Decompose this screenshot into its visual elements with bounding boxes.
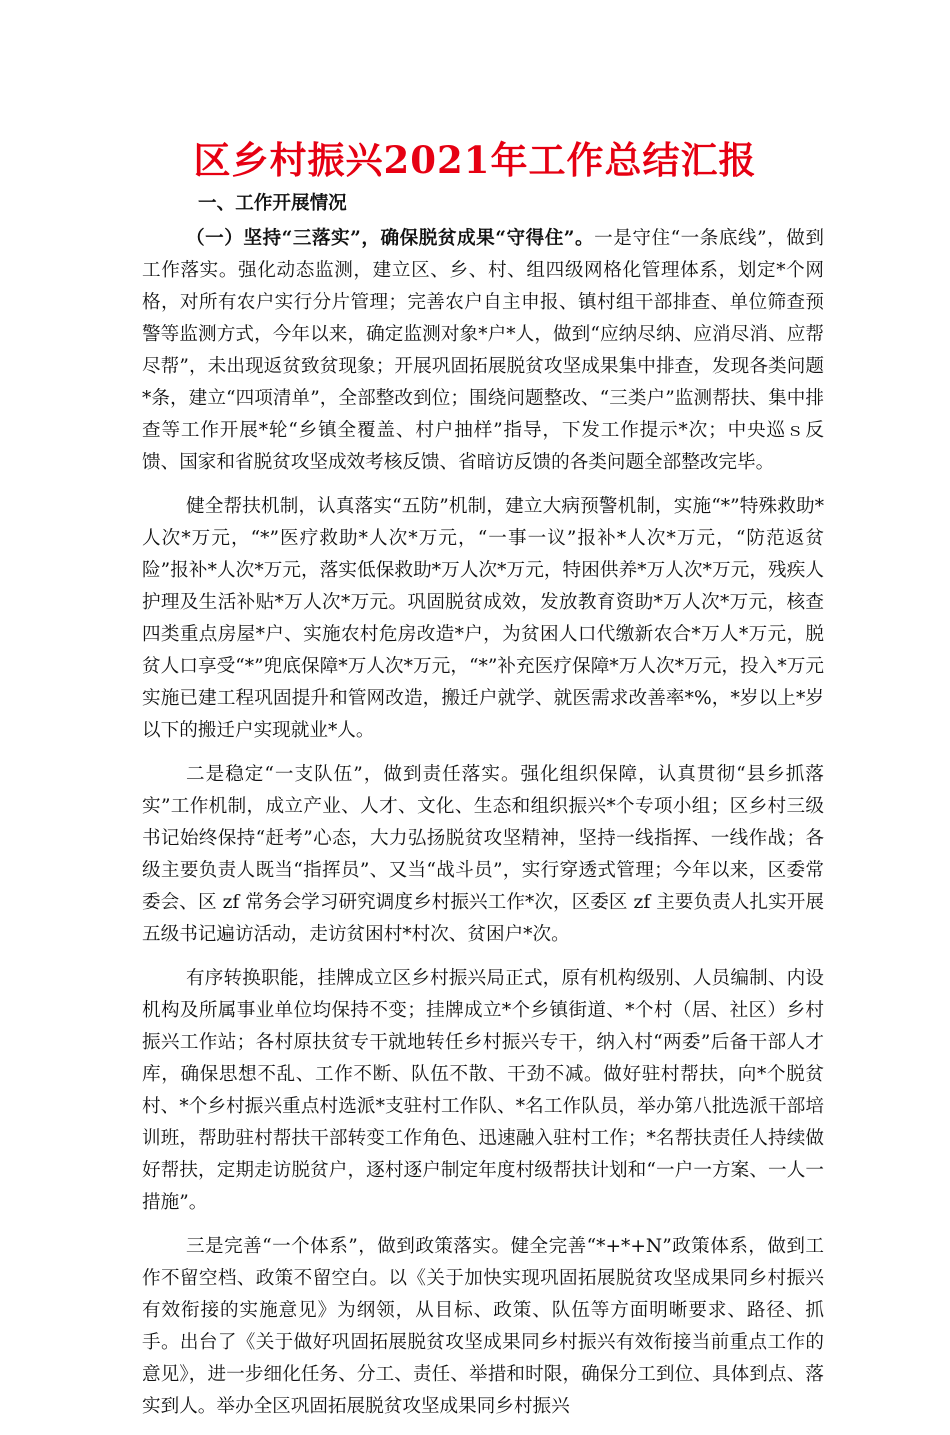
paragraph-2: 健全帮扶机制，认真落实“五防”机制，建立大病预警机制，实施“*”特殊救助*人次*万元，“*”医疗救助*人次*万元，“一事一议”报补*人次*万元，“防范返贫险”报补*人次*万元，落实低保救助*万人次*万元，特困供养*万人次*万元，残疾人护理及生活补贴*万人次*万元。巩固脱贫成效，发放教育资助*万人次*万元，核查四类重点房屋*户、实施农村危房改造*户，为贫困人口代缴新农合*万人*万元，脱贫人口享受“*”兜底保障*万人次*万元，“*”补充医疗保障*万人次*万元，投入*万元实施已建工程巩固提升和管网改造，搬迁户就学、就医需求改善率*%，*岁以上*岁以下的搬迁户实现就业*人。 <box>142 496 824 741</box>
section-heading: 一、工作开展情况 <box>198 193 347 214</box>
paragraph-3: 二是稳定“一支队伍”，做到责任落实。强化组织保障，认真贯彻“县乡抓落实”工作机制，成立产业、人才、文化、生态和组织振兴*个专项小组；区乡村三级书记始终保持“赶考”心态，大力弘扬脱贫攻坚精神，坚持一线指挥、一线作战；各级主要负责人既当“指挥员”、又当“战斗员”，实行穿透式管理；今年以来，区委常委会、区 zf 常务会学习研究调度乡村振兴工作*次，区委区 zf 主要负责人扎实开展五级书记遍访活动，走访贫困村*村次、贫困户*次。 <box>142 764 824 945</box>
paragraph-5: 三是完善“一个体系”，做到政策落实。健全完善“*+*+N”政策体系，做到工作不留空档、政策不留空白。以《关于加快实现巩固拓展脱贫攻坚成果同乡村振兴有效衔接的实施意见》为纲领，从目标、政策、队伍等方面明晰要求、路径、抓手。出台了《关于做好巩固拓展脱贫攻坚成果同乡村振兴有效衔接当前重点工作的意见》，进一步细化任务、分工、责任、举措和时限，确保分工到位、具体到点、落实到人。举办全区巩固拓展脱贫攻坚成果同乡村振兴 <box>142 1236 824 1417</box>
document-title: 区乡村振兴2021年工作总结汇报 <box>193 138 757 182</box>
paragraph-1 <box>142 223 824 479</box>
paragraph-1-body: 一是守住“一条底线”，做到工作落实。强化动态监测，建立区、乡、村、组四级网格化管理体系，划定*个网格，对所有农户实行分片管理；完善农户自主申报、镇村组干部排查、单位筛查预警等监测方式，今年以来，确定监测对象*户*人，做到“应纳尽纳、应消尽消、应帮尽帮”，未出现返贫致贫现象；开展巩固拓展脱贫攻坚成果集中排查，发现各类问题*条，建立“四项清单”，全部整改到位；围绕问题整改、“三类户”监测帮扶、集中排查等工作开展*轮“乡镇全覆盖、村户抽样”指导，下发工作提示*次；中央巡ｓ反馈、国家和省脱贫攻坚成效考核反馈、省暗访反馈的各类问题全部整改完毕。 <box>142 228 825 473</box>
paragraph-1-lead: （一）坚持“三落实”，确保脱贫成果“守得住”。 <box>186 228 595 249</box>
paragraph-4: 有序转换职能，挂牌成立区乡村振兴局正式，原有机构级别、人员编制、内设机构及所属事业单位均保持不变；挂牌成立*个乡镇街道、*个村（居、社区）乡村振兴工作站；各村原扶贫专干就地转任乡村振兴专干，纳入村“两委”后备干部人才库，确保思想不乱、工作不断、队伍不散、干劲不减。做好驻村帮扶，向*个脱贫村、*个乡村振兴重点村选派*支驻村工作队、*名工作队员，举办第八批选派干部培训班，帮助驻村帮扶干部转变工作角色、迅速融入驻村工作；*名帮扶责任人持续做好帮扶，定期走访脱贫户，逐村逐户制定年度村级帮扶计划和“一户一方案、一人一措施”。 <box>142 968 824 1213</box>
document-body <box>142 188 824 1435</box>
